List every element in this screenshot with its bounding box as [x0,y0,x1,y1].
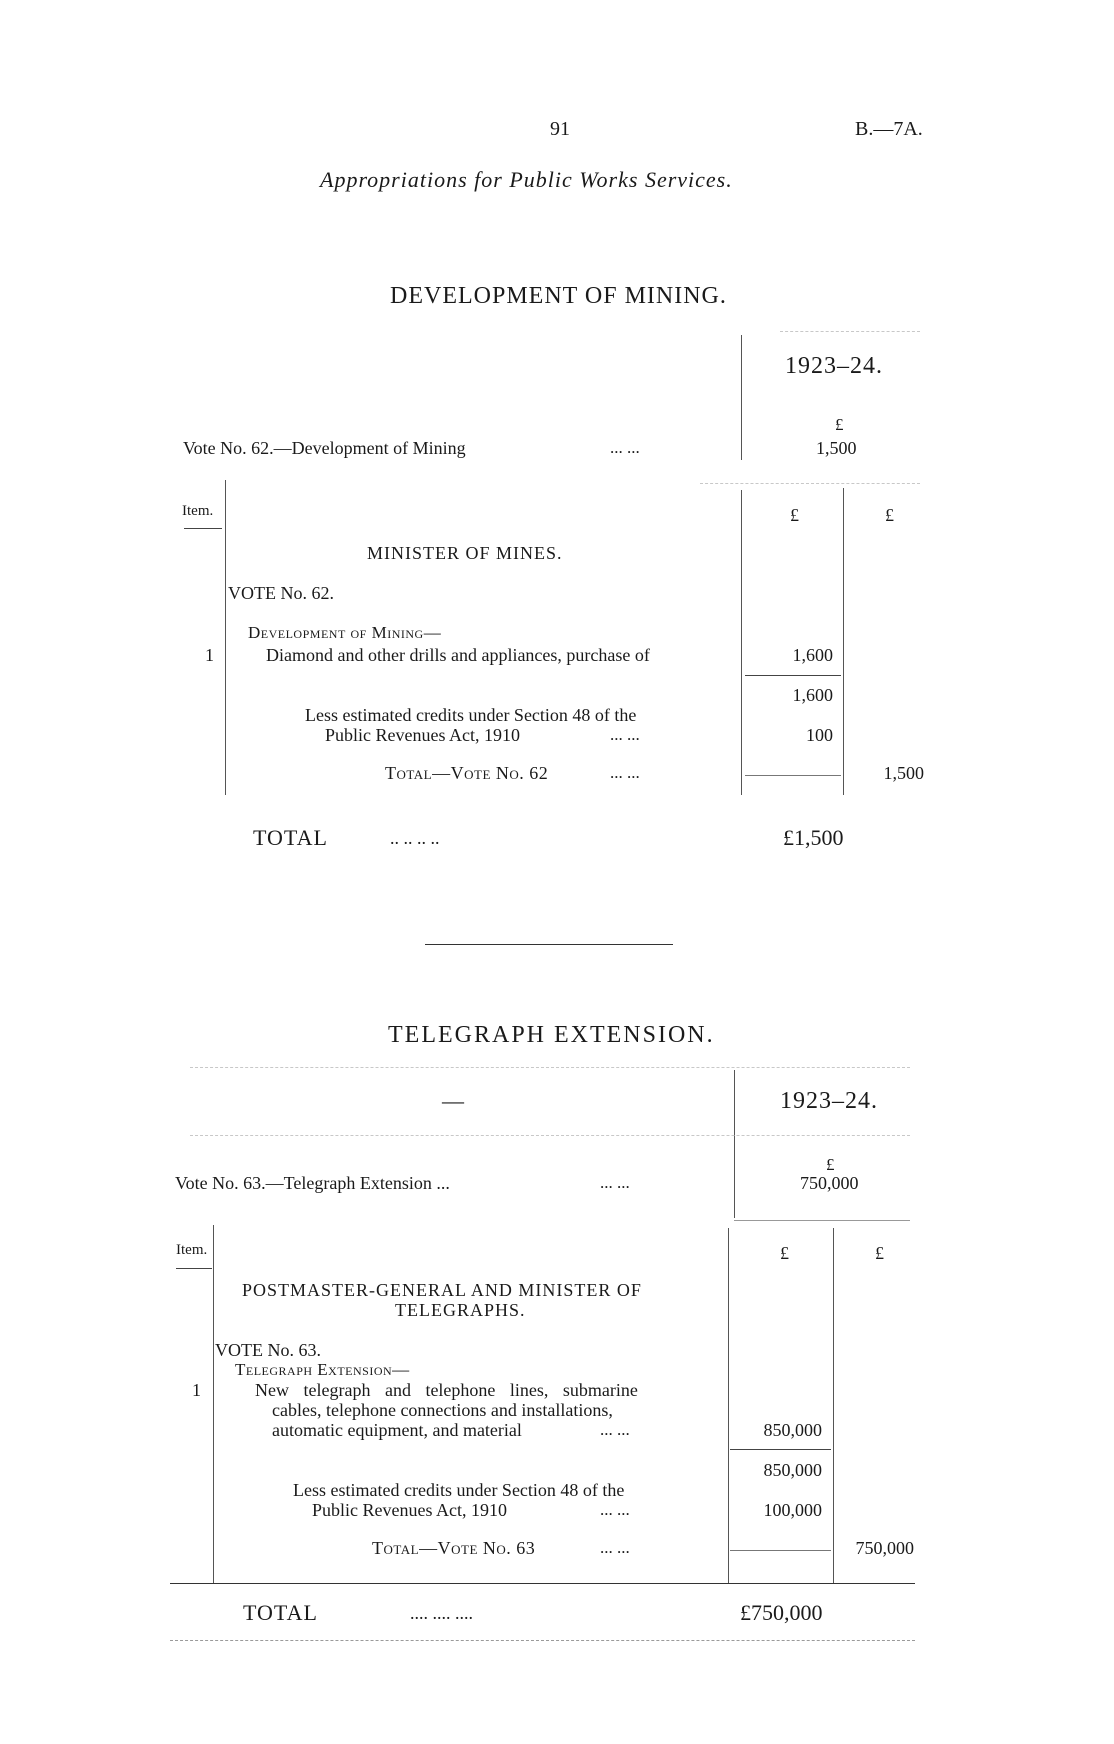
mining-subtotal: 1,600 [792,685,833,705]
mining-item-amount: 1,600 [792,645,833,665]
telegraph-title: TELEGRAPH EXTENSION. [388,1022,715,1048]
telegraph-total-vote-dots: ... ... [600,1538,630,1557]
telegraph-col1-currency: £ [780,1243,789,1263]
mining-total-vote-dots: ... ... [610,763,640,782]
page-subtitle: Appropriations for Public Works Services. [320,167,733,192]
mining-total-amount: £1,500 [783,825,844,850]
telegraph-vote-heading: VOTE No. 63. [215,1340,321,1360]
mining-item-number: 1 [205,645,214,665]
telegraph-item-amount: 850,000 [763,1420,822,1440]
telegraph-summary-currency: £ [826,1155,835,1174]
mining-col2-currency: £ [885,505,894,525]
telegraph-year-header: 1923–24. [780,1088,878,1114]
telegraph-subhead: Telegraph Extension— [235,1360,410,1379]
section-separator [425,944,673,945]
telegraph-item-number: 1 [192,1380,201,1400]
telegraph-less-credits-line1: Less estimated credits under Section 48 of the [293,1480,625,1500]
telegraph-col2-currency: £ [875,1243,884,1263]
telegraph-less-credits-dots: ... ... [600,1500,630,1519]
telegraph-item-dots: ... ... [600,1420,630,1439]
mining-total-dots: .. .. .. .. [390,828,440,848]
mining-less-credits-dots: ... ... [610,725,640,744]
mining-title: DEVELOPMENT OF MINING. [390,283,727,309]
telegraph-item-description-line3: automatic equipment, and material [272,1420,522,1440]
mining-vote-amount: 1,500 [816,438,857,458]
telegraph-vote-label: Vote No. 63.—Telegraph Extension ... [175,1173,450,1193]
mining-year-header: 1923–24. [785,353,883,379]
mining-total-label: TOTAL [253,825,328,850]
mining-vote-dots: ... ... [610,438,640,457]
mining-less-credits-line1: Less estimated credits under Section 48 of the [305,705,637,725]
mining-vote-heading: VOTE No. 62. [228,583,334,603]
telegraph-item-description-line1: New telegraph and telephone lines, submarine [255,1380,638,1400]
telegraph-less-credits-amount: 100,000 [763,1500,822,1520]
telegraph-minister-heading-line1: POSTMASTER-GENERAL AND MINISTER OF [242,1280,642,1300]
mining-less-credits-line2: Public Revenues Act, 1910 [325,725,520,745]
telegraph-summary-dash: — [442,1088,464,1113]
telegraph-vote-dots: ... ... [600,1173,630,1192]
page-number: 91 [550,118,570,140]
mining-item-description: Diamond and other drills and appliances, purchase of [266,645,650,665]
telegraph-total-dots: .... .... .... [410,1603,473,1623]
telegraph-vote-amount: 750,000 [800,1173,859,1193]
telegraph-item-header: Item. [176,1242,208,1258]
telegraph-total-vote-amount: 750,000 [855,1538,914,1558]
telegraph-minister-heading-line2: TELEGRAPHS. [395,1300,526,1320]
mining-subhead: Development of Mining— [248,623,442,642]
telegraph-total-amount: £750,000 [740,1600,823,1625]
mining-total-vote-amount: 1,500 [883,763,924,783]
telegraph-total-vote-label: Total—Vote No. 63 [372,1538,536,1558]
telegraph-item-description-line2: cables, telephone connections and installations, [272,1400,613,1420]
mining-vote-label: Vote No. 62.—Development of Mining [183,438,466,458]
mining-total-vote-label: Total—Vote No. 62 [385,763,549,783]
mining-minister-heading: MINISTER OF MINES. [367,543,563,563]
mining-less-credits-amount: 100 [806,725,833,745]
telegraph-total-label: TOTAL [243,1600,318,1625]
telegraph-less-credits-line2: Public Revenues Act, 1910 [312,1500,507,1520]
telegraph-subtotal: 850,000 [763,1460,822,1480]
mining-item-header: Item. [182,503,214,519]
document-reference: B.—7A. [855,118,923,140]
mining-summary-currency: £ [835,415,844,434]
mining-col1-currency: £ [790,505,799,525]
